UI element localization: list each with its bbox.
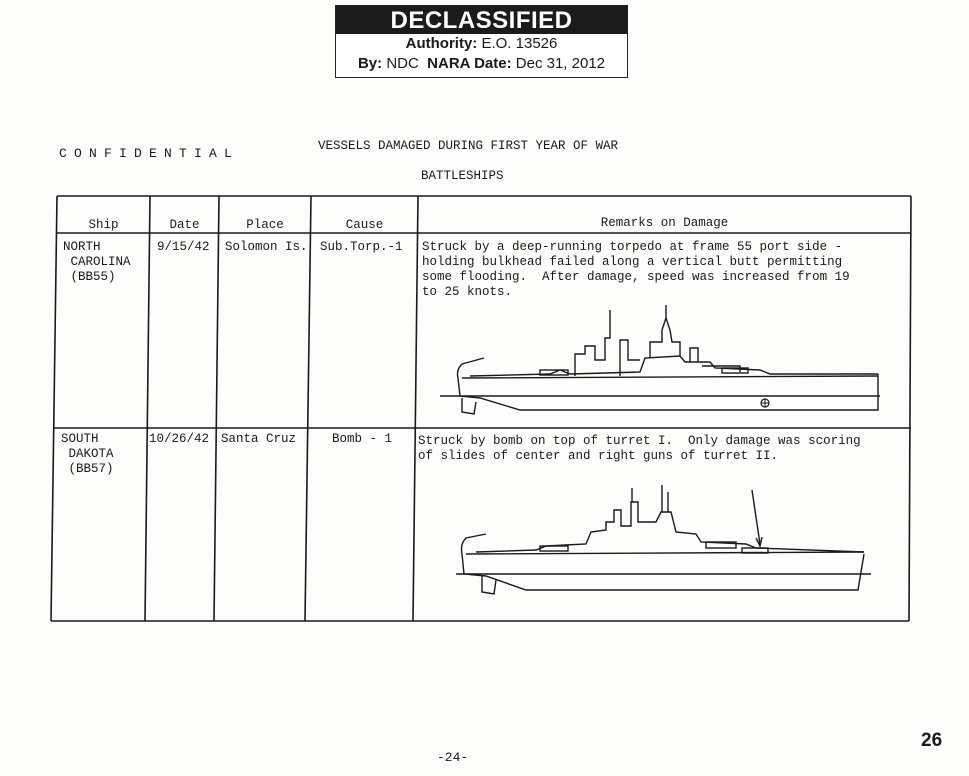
document-subtitle: BATTLESHIPS [421,169,504,183]
stamp-by-value: NDC [386,55,419,72]
stamp-authority-value: E.O. 13526 [481,35,558,52]
row2-date: 10/26/42 [149,432,210,446]
stamp-title: DECLASSIFIED [336,6,627,34]
south-dakota-damage-diagram [456,482,876,600]
row1-remarks: Struck by a deep-running torpedo at frame 55 port side - holding bulkhead failed along a vertical butt permitting some flooding. After damage, speed was increased from 19 to 25 knots. [422,240,850,299]
sheet-number: 26 [921,730,943,751]
row2-place: Santa Cruz [221,432,297,446]
document-title: VESSELS DAMAGED DURING FIRST YEAR OF WAR [318,139,619,153]
stamp-by-label: By: [357,55,383,72]
stamp-date-label: NARA Date: [427,55,512,72]
row2-ship: SOUTH DAKOTA (BB57) [61,432,114,476]
stamp-authority-label: Authority: [405,35,478,52]
north-carolina-damage-diagram [440,300,890,420]
row2-remarks: Struck by bomb on top of turret I. Only damage was scoring of slides of center and right guns of turret II. [418,434,861,463]
row1-ship: NORTH CAROLINA (BB55) [63,240,131,284]
stamp-date-value: Dec 31, 2012 [515,55,606,72]
column-header-place: Place [246,218,284,232]
column-header-remarks: Remarks on Damage [600,216,729,230]
column-header-date: Date [169,218,200,232]
column-header-cause: Cause [345,218,384,232]
row1-date: 9/15/42 [157,240,210,254]
page-number: -24- [437,750,469,765]
row1-place: Solomon Is. [225,240,308,254]
column-header-ship: Ship [88,218,119,232]
row1-cause: Sub.Torp.-1 [320,240,403,254]
classification-label: CONFIDENTIAL [59,146,240,161]
row2-cause: Bomb - 1 [332,432,393,446]
